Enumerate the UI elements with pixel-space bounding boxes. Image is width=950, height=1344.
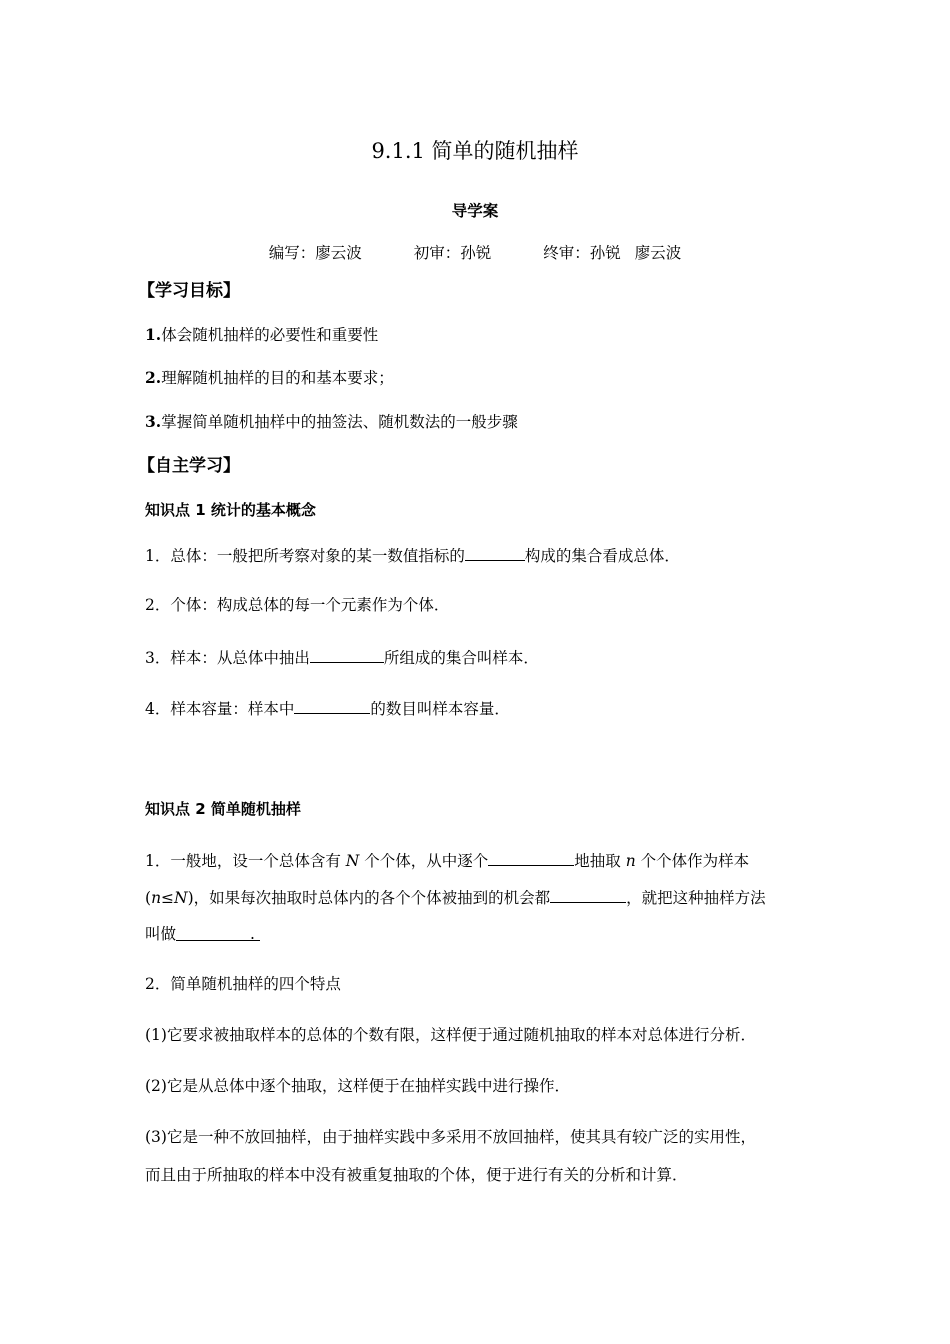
kp1-l3-text-end: 所组成的集合叫样本． [383,649,539,667]
kp1-line-4 [145,697,510,719]
kp2-text: 叫做 [145,925,177,943]
kp1-line-1 [145,544,680,566]
var-n: n [151,889,162,907]
kp1-l1-text-end: 构成的集合看成总体． [524,547,680,565]
goal-text: 掌握简单随机抽样中的抽签法、随机数法的一般步骤 [161,413,518,431]
fill-blank[interactable] [465,544,525,561]
kp1-line-3 [145,646,539,668]
goal-item-2 [145,368,394,388]
final-review-credit: 终审：孙锐 [543,244,621,262]
kp2-text: 个个体，从中逐个 [359,852,489,870]
knowledge-point-1-title: 知识点 1 统计的基本概念 [145,501,316,519]
feature-2: (2)它是从总体中逐个抽取，这样便于在抽样实践中进行操作． [145,1077,570,1095]
kp1-l4-text: 4．样本容量：样本中 [145,700,295,718]
knowledge-point-2-title: 知识点 2 简单随机抽样 [145,800,301,818]
kp1-line-2: 2．个体：构成总体的每一个元素作为个体． [145,596,450,614]
feature-1: (1)它要求被抽取样本的总体的个数有限，这样便于通过随机抽取的样本对总体进行分析． [145,1026,756,1044]
kp1-l1-text: 1．总体：一般把所考察对象的某一数值指标的 [145,547,465,565]
goal-item-1 [145,325,378,345]
goals-heading: 【学习目标】 [138,281,240,301]
feature-3-line-2: 而且由于所抽取的样本中没有被重复抽取的个体，便于进行有关的分析和计算． [145,1166,688,1184]
goal-text: 体会随机抽样的必要性和重要性 [161,326,379,344]
kp2-para-1-line-1 [145,849,749,871]
kp1-l3-text: 3．样本：从总体中抽出 [145,649,310,667]
authors-line [0,241,950,263]
kp2-section-2-title: 2．简单随机抽样的四个特点 [145,975,341,993]
first-review-credit: 初审：孙锐 [413,244,492,262]
kp2-para-1-line-3 [145,924,260,944]
page-title: 9.1.1 简单的随机抽样 [371,139,579,163]
fill-blank[interactable] [294,697,370,714]
var-N: N [174,889,188,907]
var-n: n [625,852,636,870]
kp2-text: ( [145,889,152,907]
kp2-text: 个个体作为样本 [635,852,750,870]
kp1-l4-text-end: 的数目叫样本容量． [370,700,510,718]
fill-blank[interactable] [176,924,260,941]
var-N: N [345,852,360,870]
editor-credit: 编写：廖云波 [268,244,362,262]
goal-num: 1. [145,325,162,344]
kp2-text: 地抽取 [574,852,626,870]
final-review-extra: 廖云波 [634,244,682,262]
self-study-heading: 【自主学习】 [138,456,240,476]
kp2-text: 1．一般地，设一个总体含有 [145,852,346,870]
kp2-text: )，如果每次抽取时总体内的各个个体被抽到的机会都 [187,889,551,907]
goal-num: 3. [145,412,162,431]
goal-item-3 [145,412,518,432]
le-symbol: ≤ [161,889,175,907]
goal-text: 理解随机抽样的目的和基本要求； [161,369,394,387]
fill-blank[interactable] [488,849,574,866]
fill-blank[interactable] [310,646,384,663]
blank-period: . [250,925,255,943]
goal-num: 2. [145,368,162,387]
kp2-text: ，就把这种抽样方法 [626,889,766,907]
fill-blank[interactable] [550,886,626,903]
kp2-para-1-line-2 [145,886,766,908]
feature-3-line-1: (3)它是一种不放回抽样，由于抽样实践中多采用不放回抽样，使其具有较广泛的实用性， [145,1128,756,1146]
page-subtitle: 导学案 [451,202,499,220]
